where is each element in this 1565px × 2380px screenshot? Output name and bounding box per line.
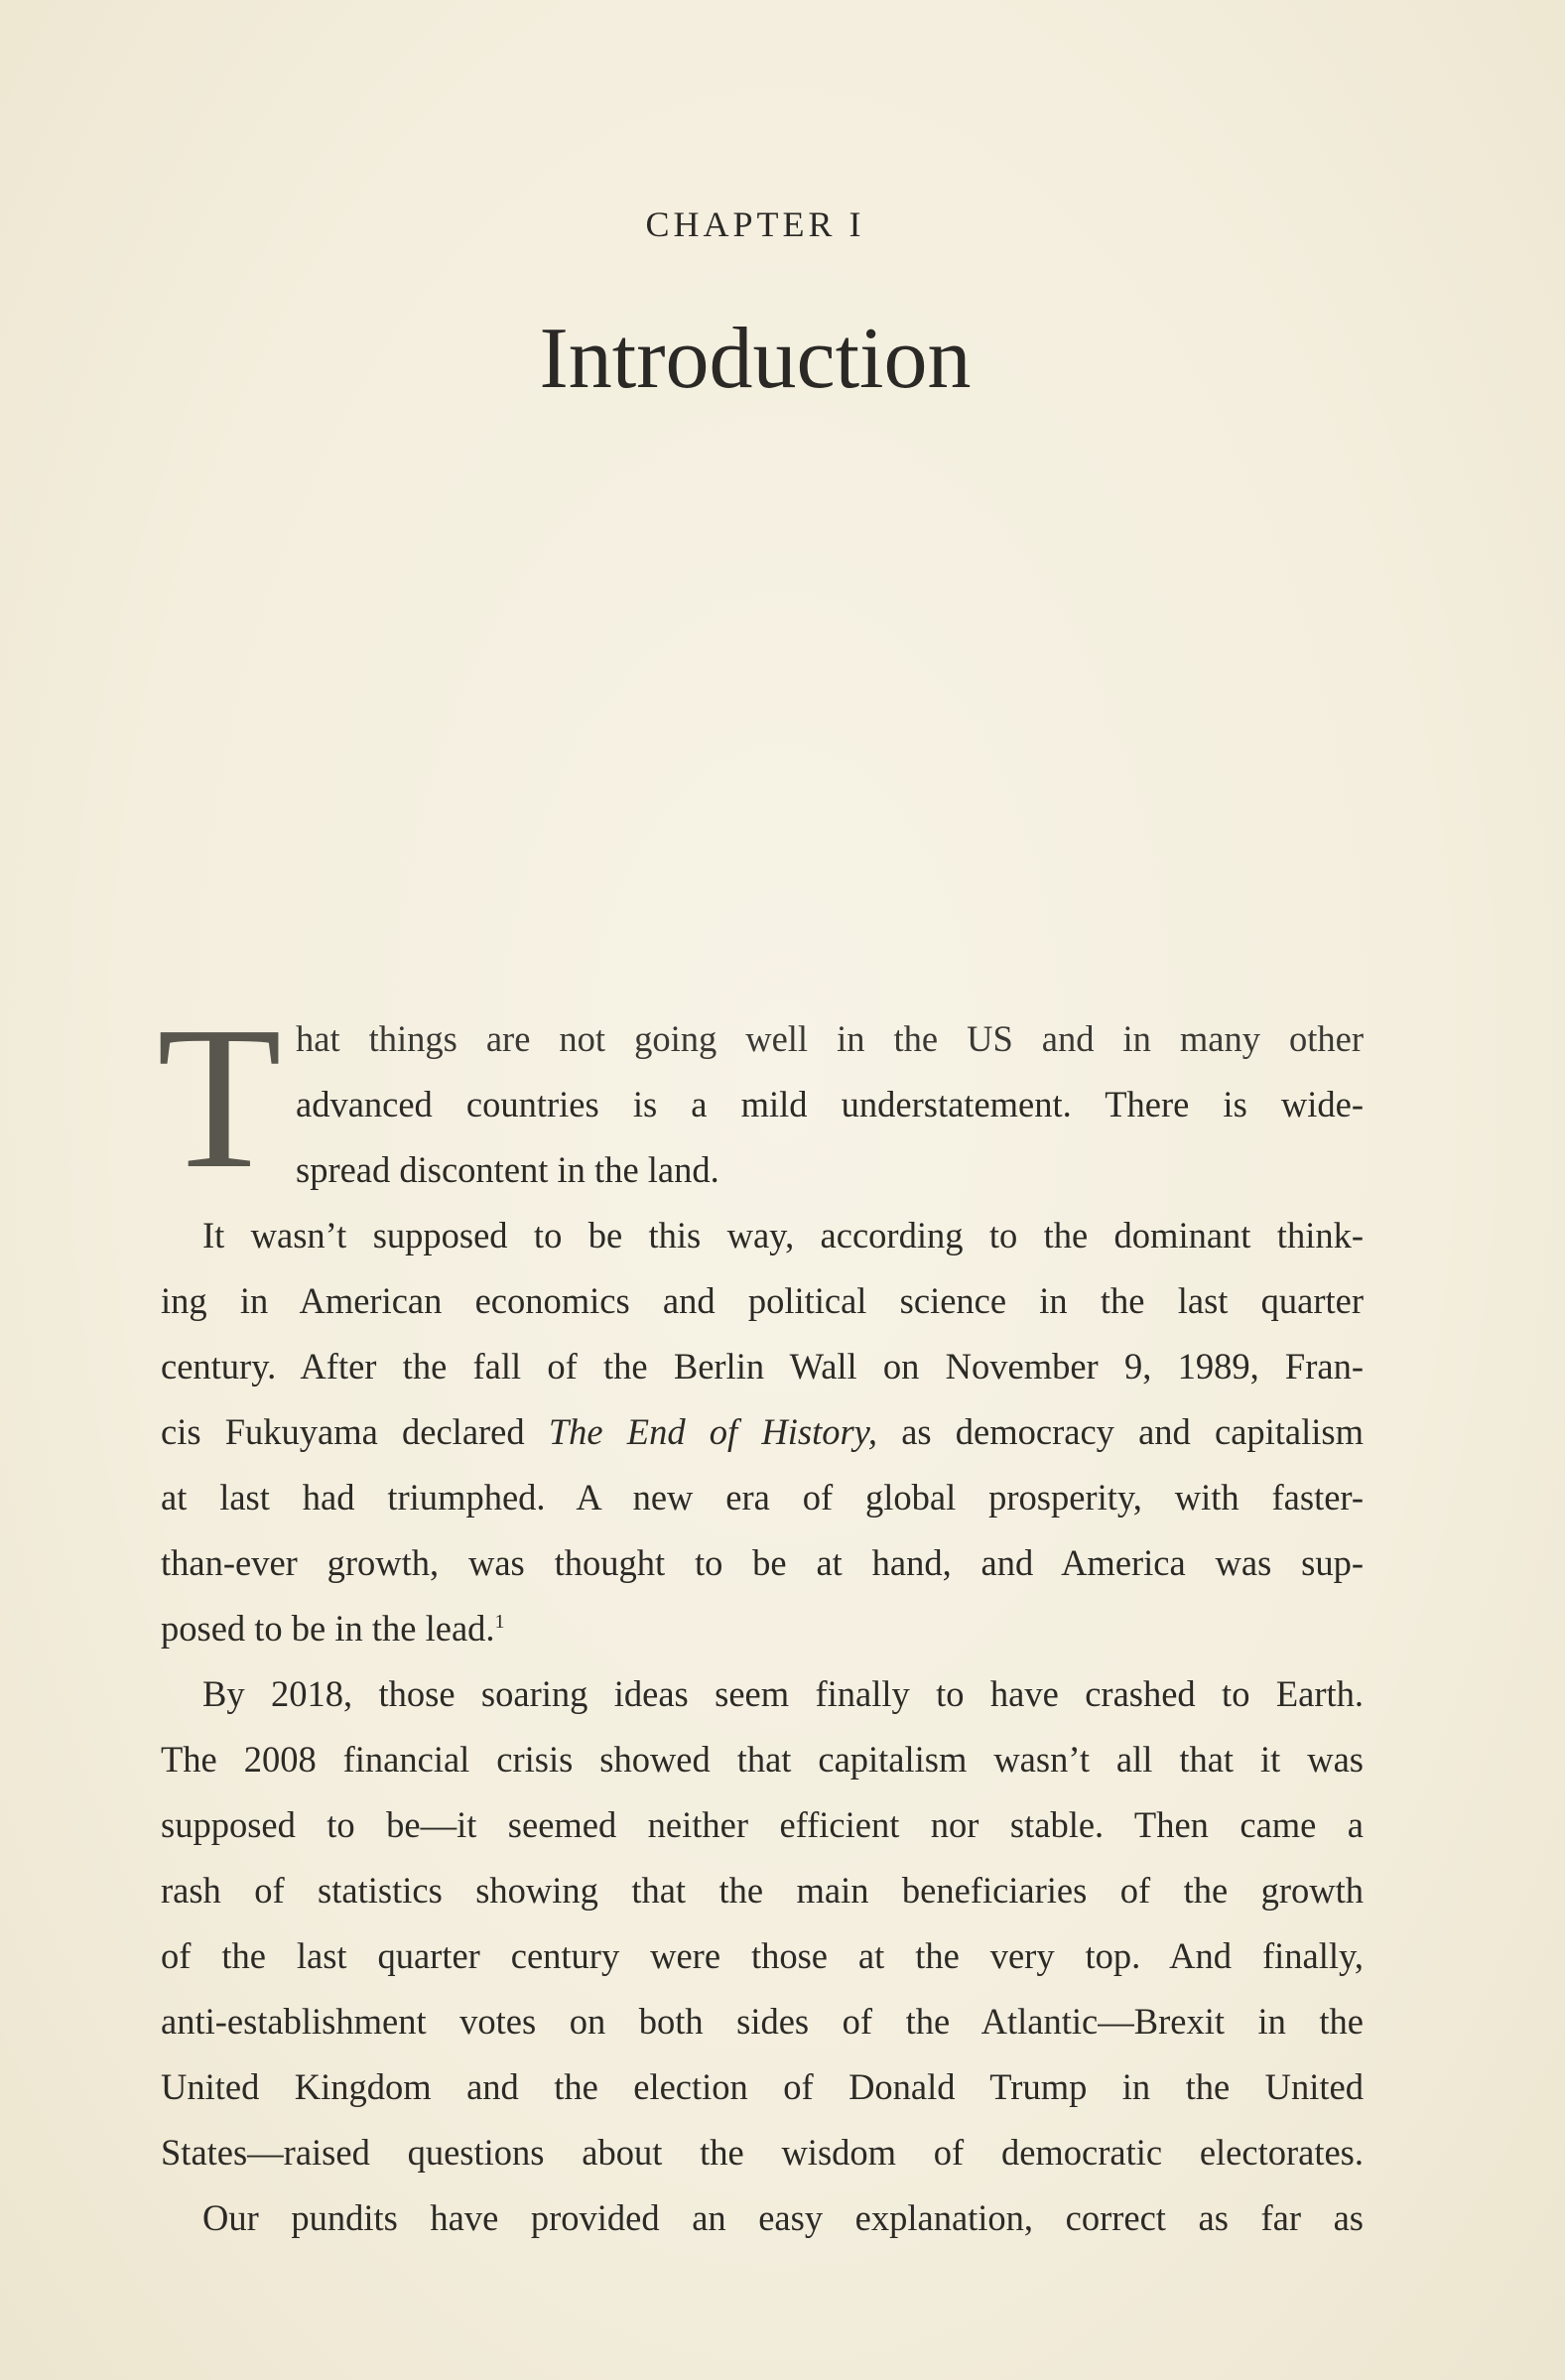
body-text	[157, 984, 1365, 2251]
text-line: advanced countries is a mild understatement. There is wide-	[296, 1084, 1364, 1124]
text-line: spread discontent in the land.	[296, 1149, 719, 1190]
footnote-marker[interactable]: 1	[494, 1610, 505, 1633]
paragraph	[161, 1203, 1364, 1661]
text-line: By 2018, those soaring ideas seem finally to have crashed to Earth.	[202, 1673, 1364, 1714]
text-line: rash of statistics showing that the main beneficiaries of the growth	[161, 1870, 1364, 1911]
chapter-label: CHAPTER I	[645, 204, 865, 244]
text-line	[161, 1596, 1364, 1661]
text-line: of the last quarter century were those at the very top. And finally,	[161, 1935, 1364, 1976]
book-title: The End of History,	[548, 1411, 877, 1452]
drop-cap: T	[157, 984, 282, 1211]
text-segment: as democracy and capitalism	[877, 1411, 1365, 1452]
text-line: States—raised questions about the wisdom of democratic electorates.	[161, 2132, 1364, 2173]
paragraph	[161, 2185, 1364, 2251]
text-line: hat things are not going well in the US and in many other	[296, 1018, 1364, 1059]
text-line: supposed to be—it seemed neither efficient nor stable. Then came a	[161, 1804, 1364, 1845]
chapter-title: Introduction	[539, 311, 972, 407]
text-line: Our pundits have provided an easy explanation, correct as far as	[202, 2197, 1364, 2238]
text-line: anti-establishment votes on both sides of the Atlantic—Brexit in the	[161, 2001, 1364, 2042]
text-line: at last had triumphed. A new era of global prosperity, with faster-	[161, 1477, 1364, 1518]
text-line: It wasn’t supposed to be this way, according to the dominant think-	[202, 1215, 1364, 1256]
text-line	[161, 1399, 1364, 1465]
text-line: United Kingdom and the election of Donald Trump in the United	[161, 2066, 1364, 2107]
text-line: than-ever growth, was thought to be at hand, and America was sup-	[161, 1542, 1364, 1583]
text-line: ing in American economics and political science in the last quarter	[161, 1280, 1364, 1321]
text-segment: posed to be in the lead.	[161, 1608, 495, 1649]
text-line: century. After the fall of the Berlin Wall on November 9, 1989, Fran-	[161, 1346, 1364, 1387]
text-segment: cis Fukuyama declared	[161, 1411, 549, 1452]
text-line: The 2008 financial crisis showed that capitalism wasn’t all that it was	[161, 1739, 1364, 1780]
opening-paragraph	[157, 984, 1364, 1211]
paragraph	[161, 1661, 1364, 2185]
